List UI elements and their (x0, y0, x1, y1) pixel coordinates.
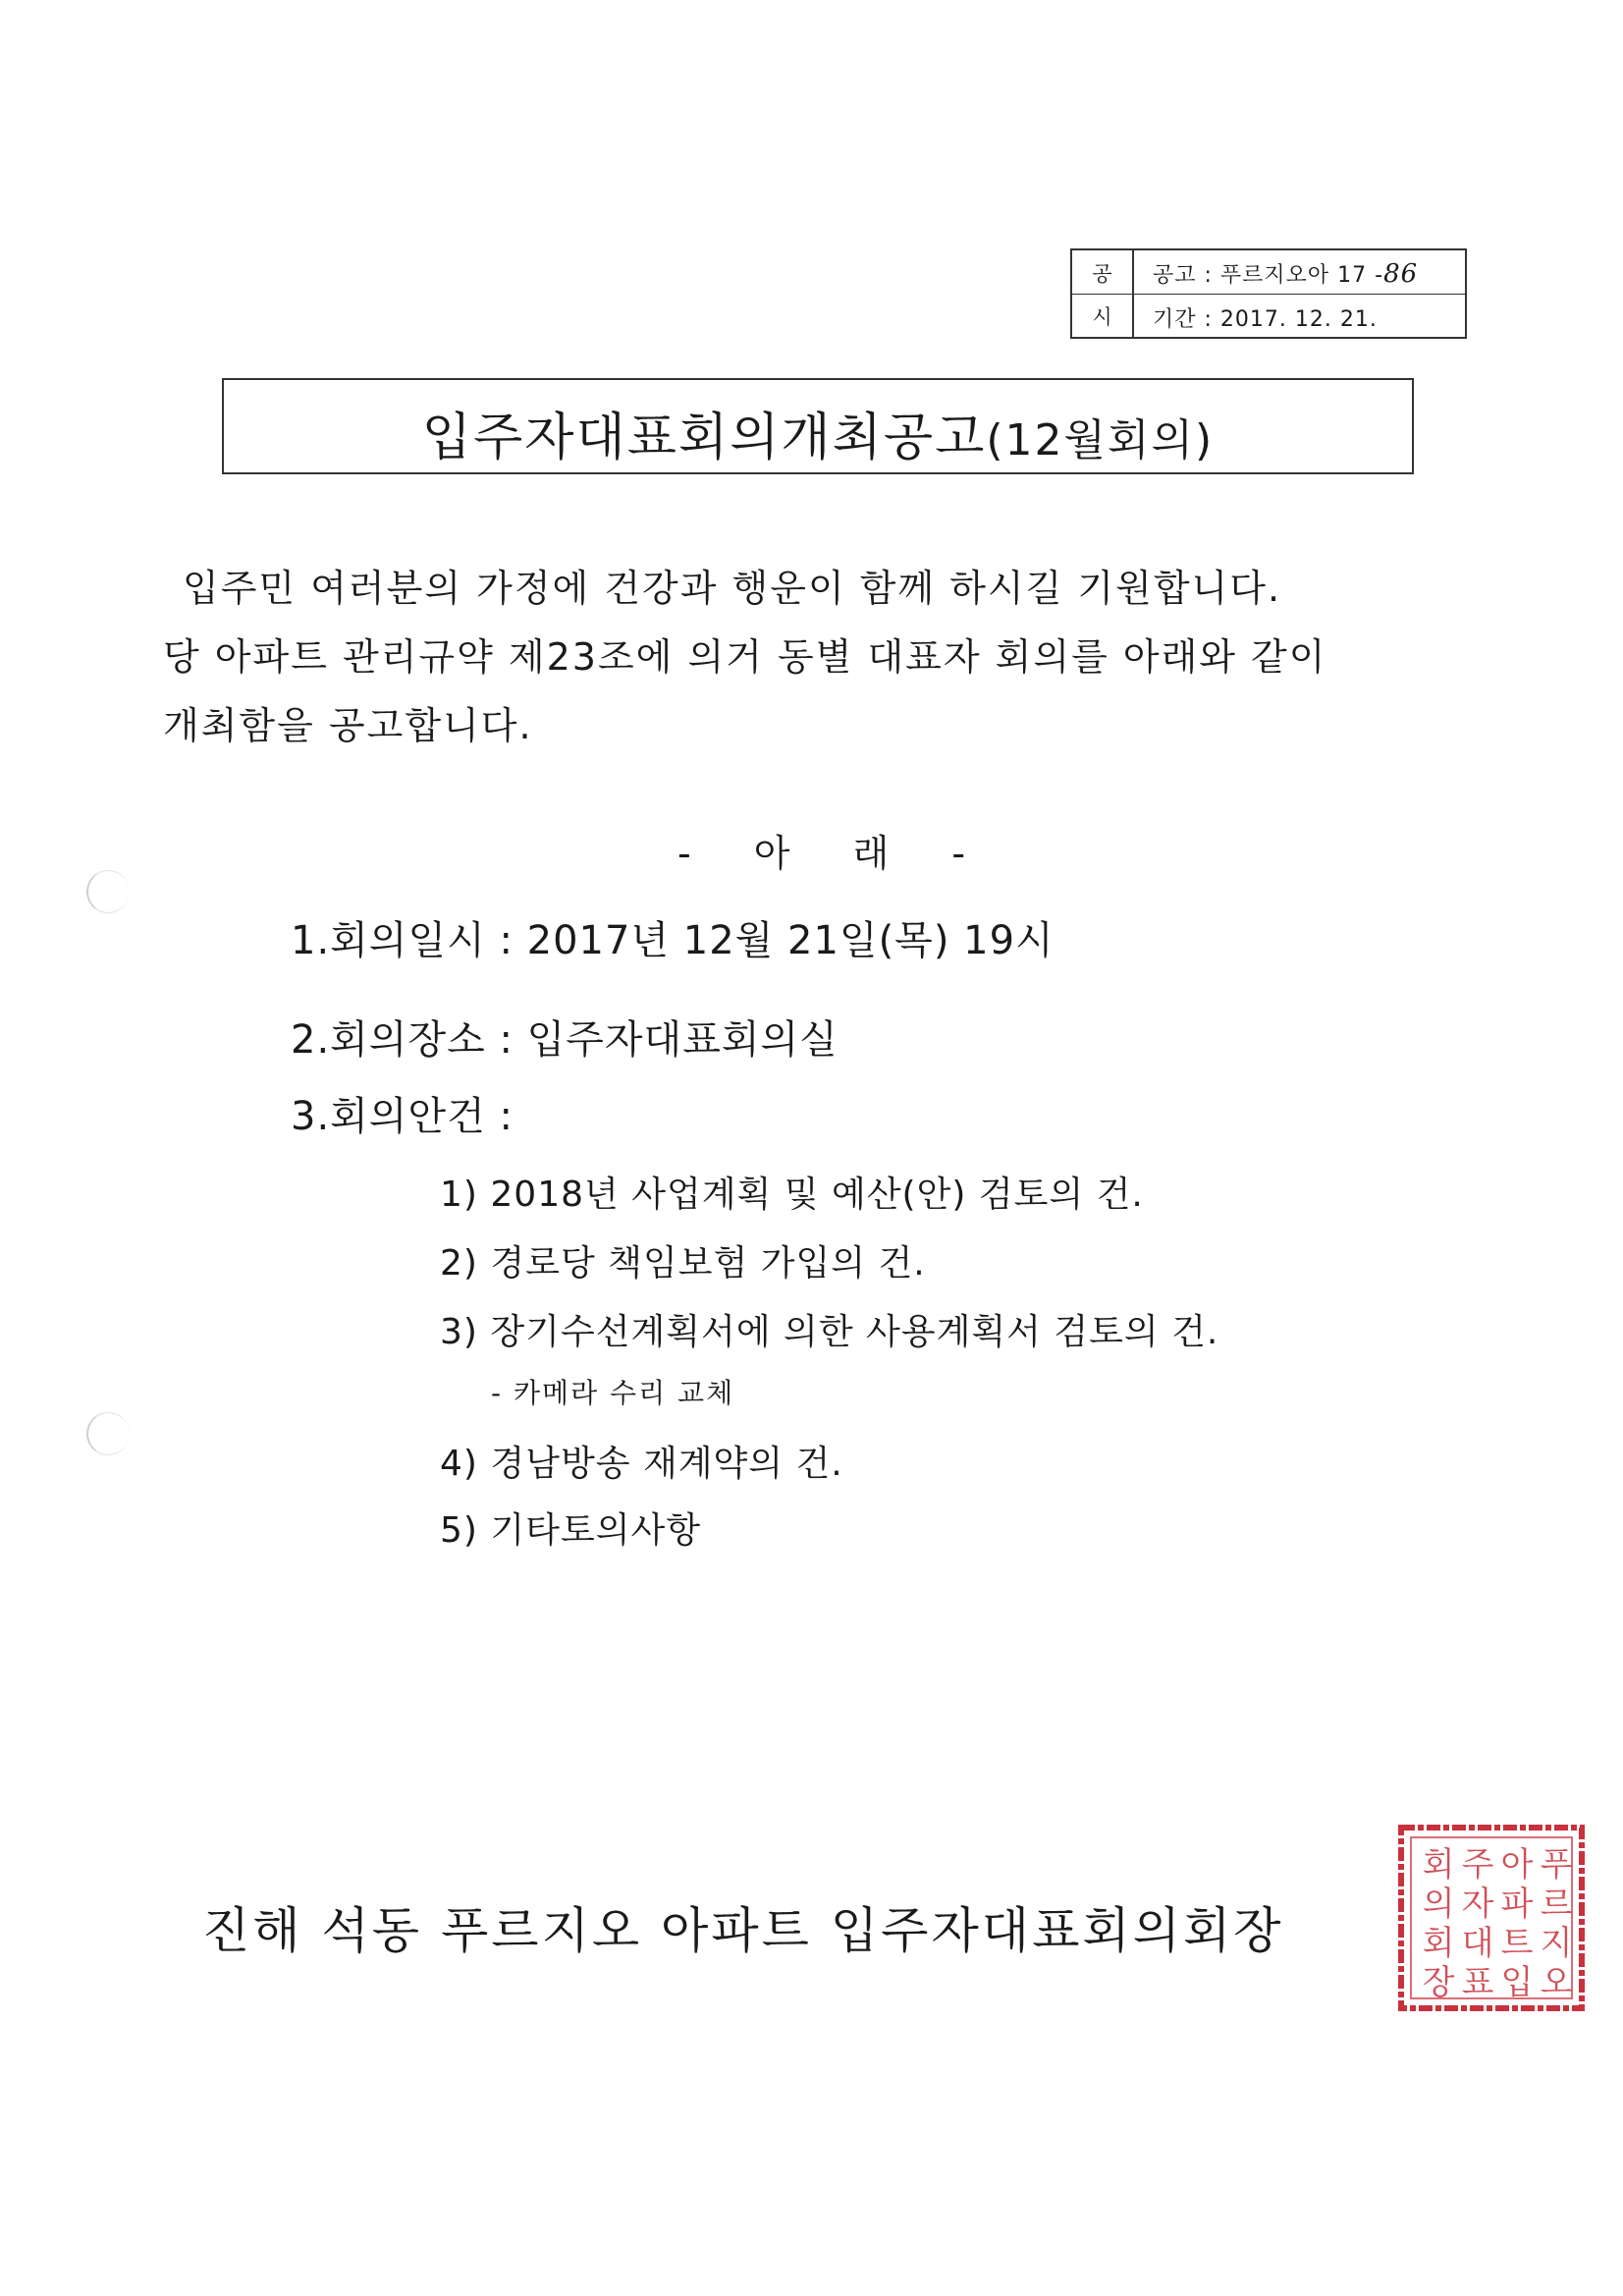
posting-period: 기간 : 2017. 12. 21. (1153, 307, 1378, 332)
punch-hole-bottom (86, 1412, 130, 1455)
seal-character: 입 (1500, 1963, 1534, 2003)
intro-line-3: 개최함을 공고합니다. (163, 704, 533, 747)
meeting-place: 2.회의장소 : 입주자대표회의실 (291, 1017, 839, 1063)
seal-character: 푸 (1540, 1845, 1573, 1886)
agenda-item-3-sub: - 카메라 수리 교체 (491, 1377, 735, 1409)
seal-character: 표 (1461, 1963, 1494, 2003)
official-seal (1397, 1824, 1586, 2012)
seal-character: 주 (1461, 1845, 1494, 1886)
seal-character: 자 (1461, 1885, 1494, 1925)
section-heading: - 아 래 - (677, 832, 992, 875)
seal-character: 의 (1422, 1885, 1455, 1925)
title-box (222, 378, 1414, 474)
seal-character: 트 (1500, 1924, 1534, 1964)
page-title-suffix: (12월회의) (986, 415, 1215, 465)
page-title-main: 입주자대표회의개최공고 (421, 409, 987, 467)
seal-character: 아 (1500, 1845, 1534, 1886)
posting-box (1070, 248, 1467, 339)
seal-character: 지 (1540, 1924, 1573, 1964)
intro-line-2: 당 아파트 관리규약 제23조에 의거 동별 대표자 회의를 아래와 같이 (163, 635, 1327, 679)
page-title (224, 396, 1412, 469)
agenda-item-1: 1) 2018년 사업계획 및 예산(안) 검토의 건. (440, 1175, 1144, 1215)
seal-character: 르 (1540, 1885, 1573, 1925)
seal-character: 장 (1422, 1963, 1455, 2003)
punch-hole-top (86, 870, 130, 913)
seal-character: 파 (1500, 1885, 1534, 1925)
notice-number-handwritten: 86 (1383, 259, 1419, 289)
agenda-item-4: 4) 경남방송 재계약의 건. (440, 1444, 843, 1484)
posting-box-label-top: 공 (1092, 262, 1112, 286)
agenda-item-3: 3) 장기수선계획서에 의한 사용계획서 검토의 건. (440, 1312, 1219, 1352)
seal-character: 대 (1461, 1924, 1494, 1964)
agenda-item-2: 2) 경로당 책임보험 가입의 건. (440, 1243, 926, 1284)
agenda-item-5: 5) 기타토의사항 (440, 1510, 702, 1551)
notice-number (1153, 258, 1418, 289)
notice-number-text: 공고 : 푸르지오아 17 - (1153, 263, 1384, 288)
seal-character: 오 (1540, 1963, 1573, 2003)
meeting-datetime: 1.회의일시 : 2017년 12월 21일(목) 19시 (291, 918, 1055, 963)
seal-character: 회 (1422, 1845, 1455, 1886)
posting-box-label-bottom: 시 (1092, 305, 1112, 329)
issuer-signature: 진해 석동 푸르지오 아파트 입주자대표회의회장 (202, 1902, 1284, 1959)
agenda-heading: 3.회의안건 : (291, 1094, 514, 1139)
seal-character: 회 (1422, 1924, 1455, 1964)
posting-box-divider-horizontal (1072, 294, 1465, 295)
intro-line-1: 입주민 여러분의 가정에 건강과 행운이 함께 하시길 기원합니다. (183, 567, 1282, 610)
